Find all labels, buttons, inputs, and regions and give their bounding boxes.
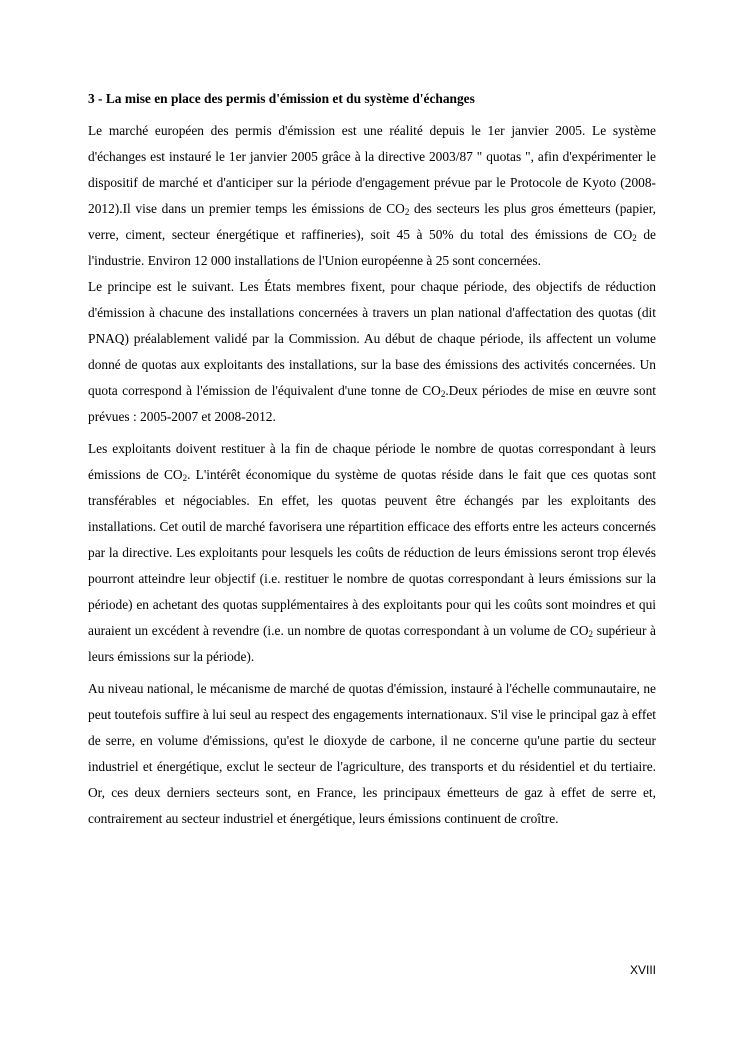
co2-subscript: 2: [632, 233, 637, 243]
p1-text-c: de l'industrie. Environ 12 000 installations de l'Union européenne à 25 sont concernées.: [88, 227, 656, 268]
p3-text-c: supérieur à leurs émissions sur la période).: [88, 623, 656, 664]
page-number: XVIII: [629, 963, 656, 977]
paragraph-national-level: Au niveau national, le mécanisme de marché de quotas d'émission, instauré à l'échelle communautaire, ne peut toutefois suffire à lui seul au respect des engagements internationaux. S'il vise le principal gaz à effet de serre, en volume d'émissions, qu'est le dioxyde de carbone, il ne concerne qu'une partie du secteur industriel et énergétique, exclut le secteur de l'agriculture, des transports et du résidentiel et du tertiaire. Or, ces deux derniers secteurs sont, en France, les principaux émetteurs de gaz à effet de serre et, contrairement au secteur industriel et énergétique, leurs émissions continuent de croître.: [88, 681, 656, 826]
document-page: [88, 86, 656, 838]
p1-text-b: des secteurs les plus gros émetteurs (papier, verre, ciment, secteur énergétique et raffineries), soit 45 à 50% du total des émissions de CO: [88, 201, 656, 242]
co2-subscript: 2: [182, 473, 188, 483]
p2-text-b: .Deux périodes de mise en œuvre sont prévues : 2005-2007 et 2008-2012.: [88, 383, 657, 424]
paragraph-market-intro: [88, 118, 656, 274]
co2-subscript: 2: [440, 389, 446, 399]
section-heading: 3 - La mise en place des permis d'émission et du système d'échanges: [88, 91, 475, 106]
co2-subscript: 2: [404, 207, 410, 217]
co2-subscript: 2: [588, 629, 593, 639]
paragraph-operators: [88, 436, 656, 670]
p2-text-a: Le principe est le suivant. Les États membres fixent, pour chaque période, des objectifs de réduction d'émission à chacune des installations concernées à travers un plan national d'affectation des quotas (dit PNAQ) préalablement validé par la Commission. Au début de chaque période, ils affectent un volume donné de quotas aux exploitants des installations, sur la base des émissions des activités concernées. Un quota correspond à l'émission de l'équivalent d'une tonne de CO: [88, 279, 656, 398]
p3-text-b: . L'intérêt économique du système de quotas réside dans le fait que ces quotas sont transférables et négociables. En effet, les quotas peuvent être échangés par les exploitants des installations. Cet outil de marché favorisera une répartition efficace des efforts entre les acteurs concernés par la directive. Les exploitants pour lesquels les coûts de réduction de leurs émissions seront trop élevés pourront atteindre leur objectif (i.e. restituer le nombre de quotas correspondant à leurs émissions sur la période) en achetant des quotas supplémentaires à des exploitants pour qui les coûts sont moindres et qui auraient un excédent à revendre (i.e. un nombre de quotas correspondant à un volume de CO: [88, 467, 656, 638]
p3-text-a: Les exploitants doivent restituer à la fin de chaque période le nombre de quotas correspondant à leurs émissions de CO: [88, 441, 656, 482]
p1-text-a: Le marché européen des permis d'émission est une réalité depuis le 1er janvier 2005. Le système d'échanges est instauré le 1er janvier 2005 grâce à la directive 2003/87 " quotas ", afin d'expérimenter le dispositif de marché et d'anticiper sur la période d'engagement prévue par le Protocole de Kyoto (2008-2012).Il vise dans un premier temps les émissions de CO: [88, 123, 656, 216]
paragraph-principle: [88, 274, 656, 430]
